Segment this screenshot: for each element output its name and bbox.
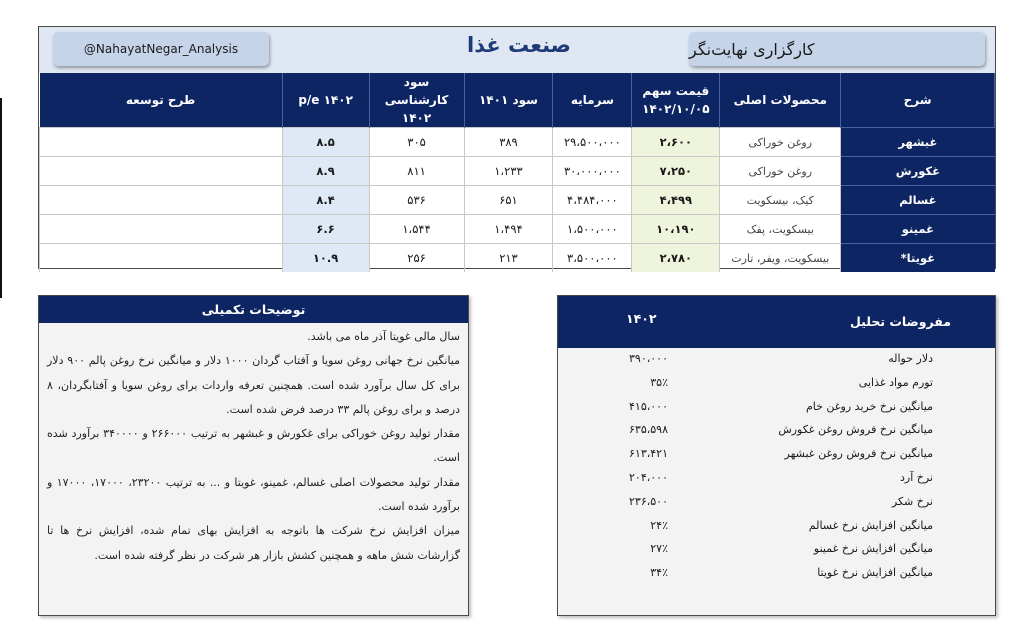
assumption-value: ۶۱۳،۴۲۱ — [629, 447, 668, 461]
assumption-row — [558, 443, 995, 467]
col-header-profit-1401: سود ۱۴۰۱ — [464, 73, 553, 128]
assumption-row — [558, 491, 995, 515]
assumption-label: میانگین افزایش نرخ غسالم — [808, 518, 933, 532]
col-header-pe: p/e ۱۴۰۲ — [282, 73, 369, 128]
table-row — [40, 157, 995, 186]
row-name-cell: غمینو — [841, 215, 995, 244]
assumption-label: نرخ شکر — [891, 494, 933, 508]
profit-1402-cell: ۲۵۶ — [369, 244, 464, 273]
brokerage-text: کارگزاری نهایت‌نگر — [689, 39, 815, 59]
row-name-cell: غبشهر — [841, 128, 995, 157]
assumption-label: میانگین افزایش نرخ غویتا — [817, 566, 933, 580]
assumption-label: دلار حواله — [888, 352, 933, 365]
assumption-label: تورم مواد غذایی — [858, 375, 933, 389]
profit-1401-cell: ۶۵۱ — [464, 186, 553, 215]
capital-cell: ۱،۵۰۰،۰۰۰ — [553, 215, 632, 244]
capital-cell: ۳،۵۰۰،۰۰۰ — [553, 244, 632, 273]
capital-cell: ۳۰،۰۰۰،۰۰۰ — [553, 157, 632, 186]
assumptions-year: ۱۴۰۲ — [626, 311, 657, 326]
price-cell: ۷،۲۵۰ — [632, 157, 720, 186]
assumptions-header — [558, 296, 995, 348]
table-row — [40, 128, 995, 157]
stock-summary-panel — [38, 26, 996, 269]
note-paragraph: مقدار تولید محصولات اصلی غسالم، غمینو، غویتا و ... به ترتیب ۲۳۲۰۰، ۱۷۰۰۰، ۱۷۰۰۰ و برآورد شده است. — [47, 475, 461, 514]
price-cell: ۴،۴۹۹ — [632, 186, 720, 215]
assumption-value: ۴۱۵،۰۰۰ — [629, 399, 668, 413]
profit-1402-cell: ۱،۵۴۴ — [369, 215, 464, 244]
assumption-label: میانگین نرخ فروش روغن غکورش — [778, 423, 933, 437]
note-paragraph: میزان افزایش نرخ شرکت ها باتوجه به افزایش بهای تمام شده، افزایش نرخ ها تا گزارشات شش ماهه و همچنین کشش بازار هر شرکت در نظر گرفته شده است. — [47, 524, 460, 562]
assumption-row — [558, 419, 995, 443]
row-name-cell: غسالم — [841, 186, 995, 215]
assumption-value: ۲۰۴،۰۰۰ — [629, 470, 668, 484]
panel-header — [39, 27, 995, 73]
assumption-row — [558, 396, 995, 420]
row-name-cell: غویتا* — [841, 244, 995, 273]
assumption-label: میانگین افزایش نرخ غمینو — [813, 542, 933, 556]
col-header-name: شرح — [841, 73, 995, 128]
products-cell: روغن خوراکی — [720, 157, 841, 186]
assumptions-title: مفروضات تحلیل — [849, 314, 951, 329]
price-cell: ۲،۷۸۰ — [632, 244, 720, 273]
plan-cell — [40, 186, 283, 215]
products-cell: بیسکویت، ویفر، تارت — [720, 244, 841, 273]
assumption-label: میانگین نرخ خرید روغن خام — [805, 399, 933, 413]
plan-cell — [40, 128, 283, 157]
profit-1401-cell: ۱،۴۹۴ — [464, 215, 553, 244]
profit-1402-cell: ۵۳۶ — [369, 186, 464, 215]
capital-cell: ۴،۴۸۴،۰۰۰ — [553, 186, 632, 215]
profit-1401-cell: ۳۸۹ — [464, 128, 553, 157]
plan-cell — [40, 157, 283, 186]
assumption-row — [558, 562, 995, 586]
profit-1401-cell: ۱،۲۳۳ — [464, 157, 553, 186]
brokerage-badge — [689, 32, 985, 66]
note-paragraph: میانگین نرخ جهانی روغن سویا و آفتاب گردان ۱۰۰۰ دلار و میانگین نرخ روغن پالم ۹۰۰ دلار برای کل سال برآورد شده است. همچنین تعرفه واردات برای روغن سویا و آفتابگردان، ۸ درصد و برای روغن پالم ۳۳ درصد فرض شده است. — [47, 354, 461, 416]
notes-title: توضیحات تکمیلی — [39, 296, 468, 323]
table-header-row — [40, 73, 995, 128]
assumption-row — [558, 538, 995, 562]
assumption-label: میانگین نرخ فروش روغن غبشهر — [784, 447, 933, 461]
left-edge-divider — [0, 98, 2, 298]
stock-table — [39, 73, 995, 272]
handle-text: @NahayatNegar_Analysis — [83, 42, 239, 56]
pe-cell: ۸.۴ — [282, 186, 369, 215]
pe-cell: ۸.۵ — [282, 128, 369, 157]
col-header-products: محصولات اصلی — [720, 73, 841, 128]
assumption-value: ۳۴٪ — [650, 566, 668, 580]
profit-1402-cell: ۸۱۱ — [369, 157, 464, 186]
assumption-row — [558, 372, 995, 396]
assumptions-panel — [557, 295, 996, 616]
products-cell: کیک، بیسکویت — [720, 186, 841, 215]
plan-cell — [40, 215, 283, 244]
profit-1401-cell: ۲۱۳ — [464, 244, 553, 273]
col-header-plan: طرح توسعه — [40, 73, 283, 128]
assumption-value: ۲۳۶،۵۰۰ — [629, 494, 668, 508]
col-header-profit-1402: سود کارشناسی ۱۴۰۲ — [369, 73, 464, 128]
table-row — [40, 215, 995, 244]
assumption-value: ۶۳۵،۵۹۸ — [629, 423, 668, 437]
products-cell: روغن خوراکی — [720, 128, 841, 157]
assumption-row — [558, 515, 995, 539]
handle-badge — [53, 32, 269, 66]
note-paragraph: سال مالی غویتا آذر ماه می باشد. — [307, 330, 460, 343]
table-row — [40, 186, 995, 215]
assumption-value: ۲۴٪ — [650, 518, 668, 532]
table-row — [40, 244, 995, 273]
assumption-label: نرخ آرد — [900, 470, 933, 484]
assumption-value: ۲۷٪ — [650, 542, 668, 556]
price-cell: ۱۰،۱۹۰ — [632, 215, 720, 244]
assumption-row — [558, 348, 995, 372]
row-name-cell: غکورش — [841, 157, 995, 186]
col-header-capital: سرمایه — [553, 73, 632, 128]
pe-cell: ۸.۹ — [282, 157, 369, 186]
page-title: صنعت غذا — [467, 33, 571, 57]
assumption-value: ۳۵٪ — [650, 375, 668, 389]
notes-body — [39, 323, 468, 568]
plan-cell — [40, 244, 283, 273]
products-cell: بیسکویت، پفک — [720, 215, 841, 244]
col-header-price: قیمت سهم ۱۴۰۲/۱۰/۰۵ — [632, 73, 720, 128]
profit-1402-cell: ۳۰۵ — [369, 128, 464, 157]
capital-cell: ۲۹،۵۰۰،۰۰۰ — [553, 128, 632, 157]
pe-cell: ۶.۶ — [282, 215, 369, 244]
note-paragraph: مقدار تولید روغن خوراکی برای غکورش و غبشهر به ترتیب ۲۶۶۰۰۰ و ۳۴۰۰۰۰ برآورد شده است. — [47, 427, 460, 465]
notes-panel — [38, 295, 469, 616]
assumption-row — [558, 467, 995, 491]
assumptions-list — [558, 348, 995, 586]
price-cell: ۲،۶۰۰ — [632, 128, 720, 157]
pe-cell: ۱۰.۹ — [282, 244, 369, 273]
assumption-value: ۳۹۰،۰۰۰ — [629, 352, 668, 365]
